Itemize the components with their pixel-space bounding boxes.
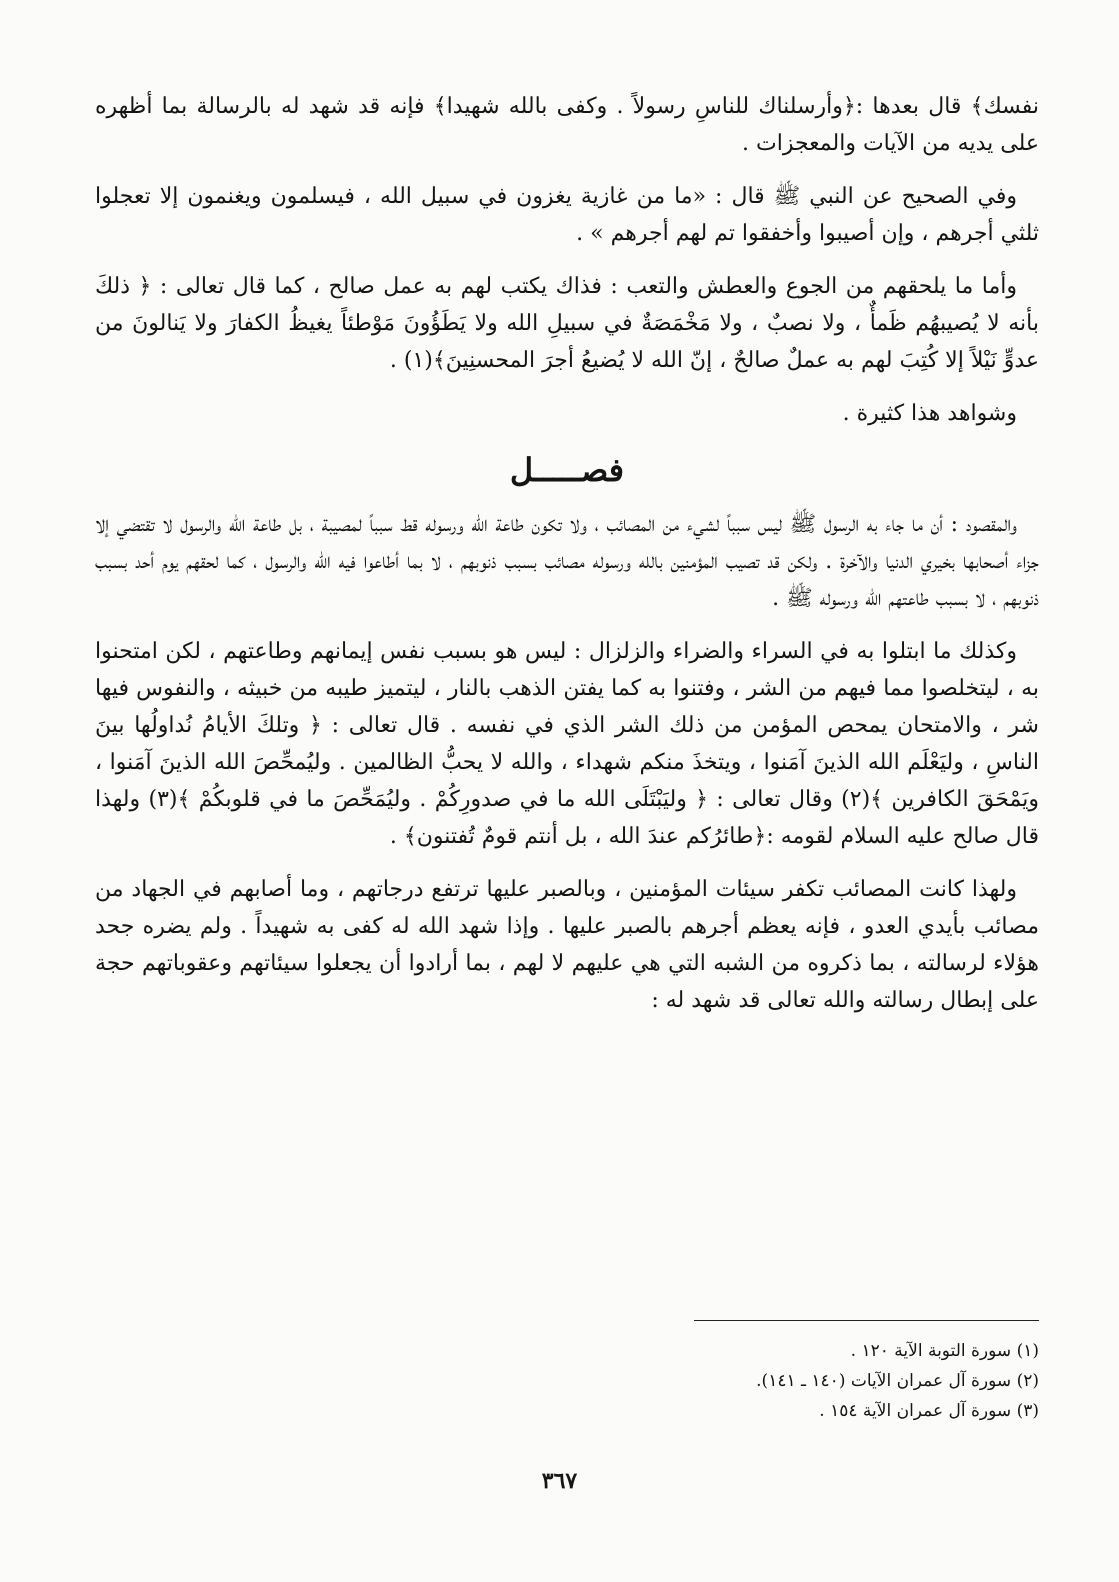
section-heading: فصـــــل — [509, 451, 625, 489]
body-text — [95, 88, 1039, 1019]
footnote-1: (١) سورة التوبة الآية ١٢٠ . — [850, 1341, 1039, 1361]
footnote-divider — [694, 1320, 1039, 1321]
page-number: ٣٦٧ — [541, 1468, 578, 1494]
paragraph-trials: وكذلك ما ابتلوا به في السراء والضراء والزلزال : ليس هو بسبب نفس إيمانهم وطاعتهم ، لكن امتحنوا به ، ليتخلصوا مما فيهم من الشر ، وفتنوا به كما يفتن الذهب بالنار ، ليتميز طيبه من خبيثه ، والنفوس فيها شر ، والامتحان يمحص المؤمن من ذلك الشر الذي في نفسه . قال تعالى : ﴿ وتلكَ الأيامُ نُداولُها بينَ الناسِ ، وليَعْلَم الله الذينَ آمَنوا ، ويتخذَ منكم شهداء ، والله لا يحبُّ الظالمين . وليُمحِّصَ الله الذينَ آمَنوا ، ويَمْحَقَ الكافرين ﴾(٢) وقال تعالى : ﴿ وليَبْتَلَى الله ما في صدورِكُمْ . وليُمَحِّصَ ما في قلوبكُمْ ﴾(٣) ولهذا قال صالح عليه السلام لقومه :﴿طائرُكم عندَ الله ، بل أنتم قومٌ تُفتنون﴾ . — [95, 639, 1039, 849]
paragraph-hadith: وفي الصحيح عن النبي ﷺ قال : «ما من غازية يغزون في سبيل الله ، فيسلمون ويغنمون إلا تعجلوا ثلثي أجرهم ، وإن أصيبوا وأخفقوا تم لهم أجرهم » . — [95, 184, 1039, 246]
paragraph-afflictions: ولهذا كانت المصائب تكفر سيئات المؤمنين ، وبالصبر عليها ترتفع درجاتهم ، وما أصابهم في الجهاد من مصائب بأيدي العدو ، فإنه يعظم أجرهم بالصبر عليها . وإذا شهد الله له كفى به شهيداً . ولم يضره جحد هؤلاء لرسالته ، بما ذكروه من الشبه التي هي عليهم لا لهم ، بما أرادوا أن يجعلوا سيئاتهم وعقوباتهم حجة على إبطال رسالته والله تعالى قد شهد له : — [95, 877, 1039, 1013]
paragraph-witnesses: وشواهد هذا كثيرة . — [842, 401, 1017, 426]
footnote-3: (٣) سورة آل عمران الآية ١٥٤ . — [819, 1401, 1039, 1421]
footnote-2: (٢) سورة آل عمران الآيات (١٤٠ ـ ١٤١). — [756, 1371, 1039, 1391]
paragraph-purpose: والمقصود : أن ما جاء به الرسول ﷺ ليس سبباً لشيء من المصائب ، ولا تكون طاعة الله ورسوله قط سبباً لمصيبة ، بل طاعة الله والرسول لا تقتضي إلا جزاء أصحابها بخيري الدنيا والآخرة . ولكن قد تصيب المؤمنين بالله ورسوله مصائب بسبب ذنوبهم ، لا بما أطاعوا فيه الله والرسول ، كما لحقهم يوم أحد بسبب ذنوبهم ، لا بسبب طاعتهم الله ورسوله ﷺ . — [95, 512, 1039, 611]
paragraph-verse: وأما ما يلحقهم من الجوع والعطش والتعب : فذاك يكتب لهم به عمل صالح ، كما قال تعالى : ﴿ ذلكَ بأنه لا يُصيبهُم ظَمأٌ ، ولا نصبٌ ، ولا مَخْمَصَةٌ في سبيلِ الله ولا يَطَؤُونَ مَوْطئاً يغيظُ الكفارَ ولا يَنالونَ من عدوٍّ نَيْلاً إلا كُتِبَ لهم به عملٌ صالحٌ ، إنّ الله لا يُضيعُ أجرَ المحسنِينَ﴾(١) . — [95, 274, 1039, 373]
footnotes — [339, 1336, 1039, 1426]
paragraph-continuation: نفسك﴾ قال بعدها :﴿وأرسلناك للناسِ رسولاً . وكفى بالله شهيدا﴾ فإنه قد شهد له بالرسالة بما أظهره على يديه من الآيات والمعجزات . — [95, 94, 1039, 156]
